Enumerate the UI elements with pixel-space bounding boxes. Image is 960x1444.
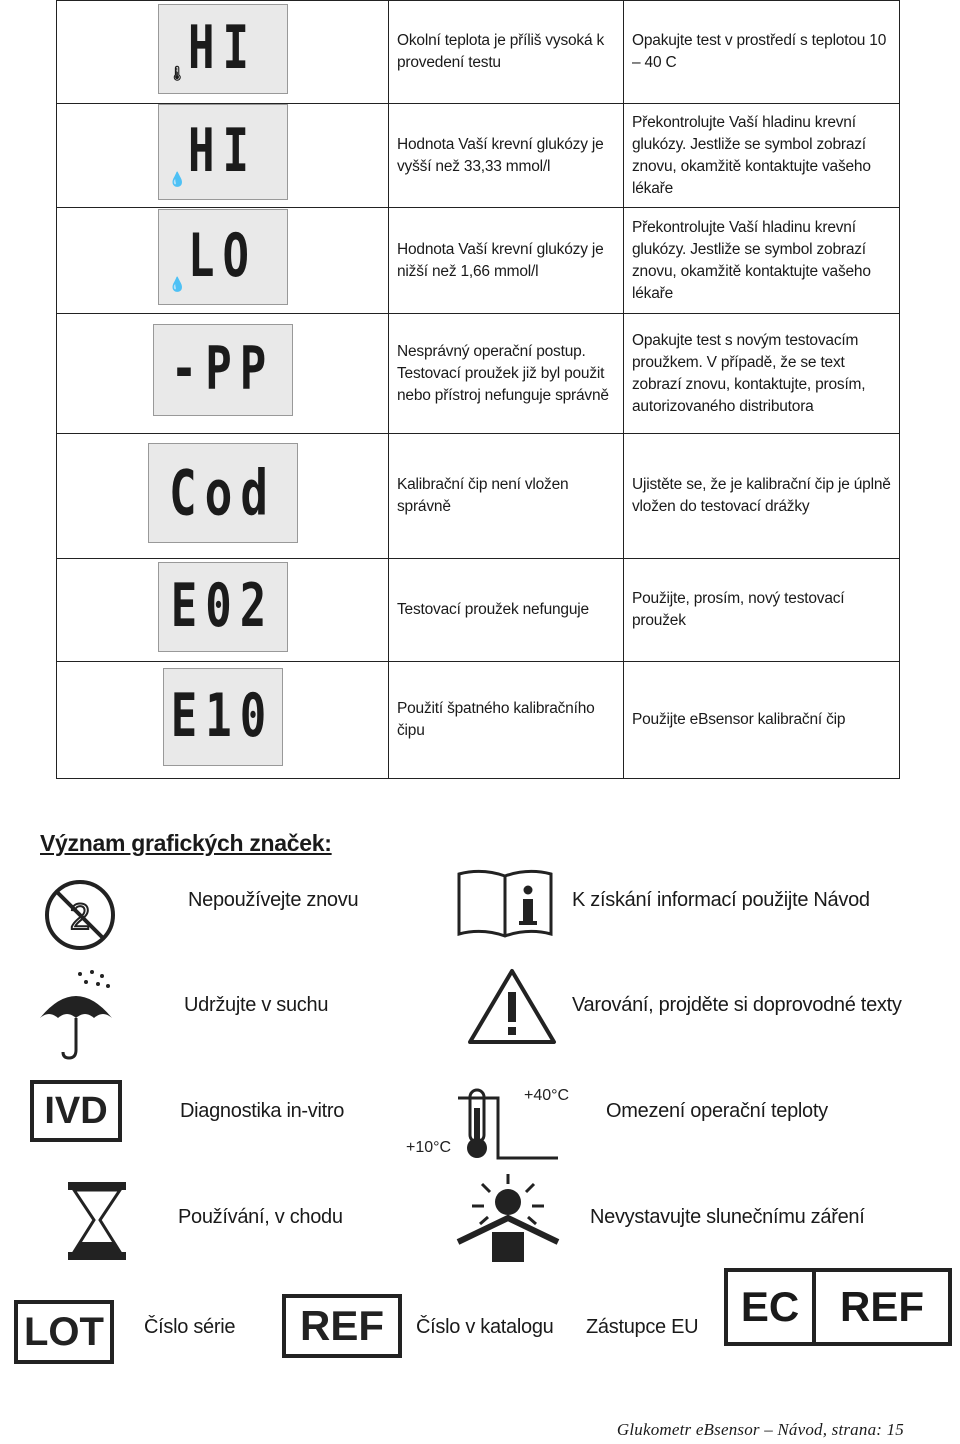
meaning-cell: Hodnota Vaší krevní glukózy je vyšší než 33,33 mmol/l: [389, 104, 624, 208]
table-row: [57, 104, 900, 208]
temp-limit-label: Omezení operační teploty: [606, 1100, 828, 1122]
keep-from-sun-label: Nevystavujte slunečnímu záření: [590, 1206, 865, 1228]
lot-icon: LOT: [14, 1300, 114, 1364]
lcd-display-icon: HI 💧: [158, 104, 288, 200]
error-table: [56, 0, 900, 779]
hourglass-icon: [66, 1180, 128, 1262]
lcd-display-icon: E02: [158, 562, 288, 652]
consult-instructions-label: K získání informací použijte Návod: [572, 889, 870, 911]
symbols-heading: Význam grafických značek:: [40, 830, 332, 856]
temperature-limit-icon: [398, 1078, 588, 1164]
lcd-display-icon: E10: [163, 668, 283, 766]
temp-low-label: +10°C: [406, 1139, 452, 1156]
do-not-reuse-icon: [40, 875, 120, 955]
action-cell: Opakujte test s novým testovacím proužkem. V případě, že se text zobrazí znovu, kontaktujte, prosím, autorizovaného distributora: [624, 314, 900, 434]
do-not-reuse-label: Nepoužívejte znovu: [188, 889, 359, 911]
ec-ref-icon: [724, 1268, 952, 1346]
meaning-cell: Okolní teplota je příliš vysoká k provedení testu: [389, 1, 624, 104]
meaning-cell: Kalibrační čip není vložen správně: [389, 434, 624, 559]
svg-text:2: 2: [69, 896, 91, 937]
display-cell: [57, 662, 389, 779]
table-row: [57, 662, 900, 779]
page-footer: Glukometr eBsensor – Návod, strana: 15: [616, 1420, 904, 1439]
meaning-cell: Použití špatného kalibračního čipu: [389, 662, 624, 779]
ivd-label: Diagnostika in-vitro: [180, 1100, 345, 1122]
display-cell: [57, 208, 389, 314]
meaning-cell: Hodnota Vaší krevní glukózy je nižší než 1,66 mmol/l: [389, 208, 624, 314]
display-cell: [57, 314, 389, 434]
blood-drop-icon: 💧: [168, 277, 186, 293]
ec-ref-icon-text: REF: [840, 1283, 924, 1330]
warning-triangle-icon: [466, 966, 558, 1046]
temp-high-label: +40°C: [524, 1087, 570, 1104]
action-cell: Překontrolujte Vaší hladinu krevní glukózy. Jestliže se symbol zobrazí znovu, okamžitě kontaktujte vašeho lékaře: [624, 104, 900, 208]
use-by-label: Používání, v chodu: [178, 1206, 343, 1228]
table-row: [57, 314, 900, 434]
display-cell: [57, 434, 389, 559]
display-cell: [57, 104, 389, 208]
lcd-display-icon: -PP: [153, 324, 293, 416]
action-cell: Použijte eBsensor kalibrační čip: [624, 662, 900, 779]
ivd-icon: IVD: [30, 1080, 122, 1142]
lcd-display-icon: Cod: [148, 443, 298, 543]
keep-dry-label: Udržujte v suchu: [184, 994, 329, 1016]
display-cell: [57, 559, 389, 662]
lot-label: Číslo série: [144, 1316, 236, 1338]
table-row: [57, 208, 900, 314]
info-book-icon: [455, 868, 555, 940]
table-row: [57, 559, 900, 662]
thermometer-icon: 🌡: [168, 65, 187, 82]
blood-drop-icon: 💧: [168, 172, 186, 188]
ec-rep-label: Zástupce EU: [586, 1316, 699, 1338]
ref-icon: REF: [282, 1294, 402, 1358]
lcd-display-icon: LO 💧: [158, 209, 288, 305]
meaning-cell: Nesprávný operační postup. Testovací proužek již byl použit nebo přístroj nefunguje správně: [389, 314, 624, 434]
action-cell: Opakujte test v prostředí s teplotou 10 – 40 C: [624, 1, 900, 104]
keep-from-sunlight-icon: [448, 1172, 568, 1264]
table-row: [57, 434, 900, 559]
action-cell: Překontrolujte Vaší hladinu krevní glukózy. Jestliže se symbol zobrazí znovu, okamžitě kontaktujte vašeho lékaře: [624, 208, 900, 314]
ref-label: Číslo v katalogu: [416, 1316, 554, 1338]
lcd-display-icon: HI 🌡: [158, 4, 288, 94]
display-cell: [57, 1, 389, 104]
action-cell: Ujistěte se, že je kalibrační čip je úplně vložen do testovací drážky: [624, 434, 900, 559]
table-row: [57, 1, 900, 104]
action-cell: Použijte, prosím, nový testovací proužek: [624, 559, 900, 662]
meaning-cell: Testovací proužek nefunguje: [389, 559, 624, 662]
umbrella-icon: [36, 968, 116, 1060]
warning-label: Varování, projděte si doprovodné texty: [572, 994, 902, 1016]
ec-icon-text: EC: [728, 1272, 816, 1342]
